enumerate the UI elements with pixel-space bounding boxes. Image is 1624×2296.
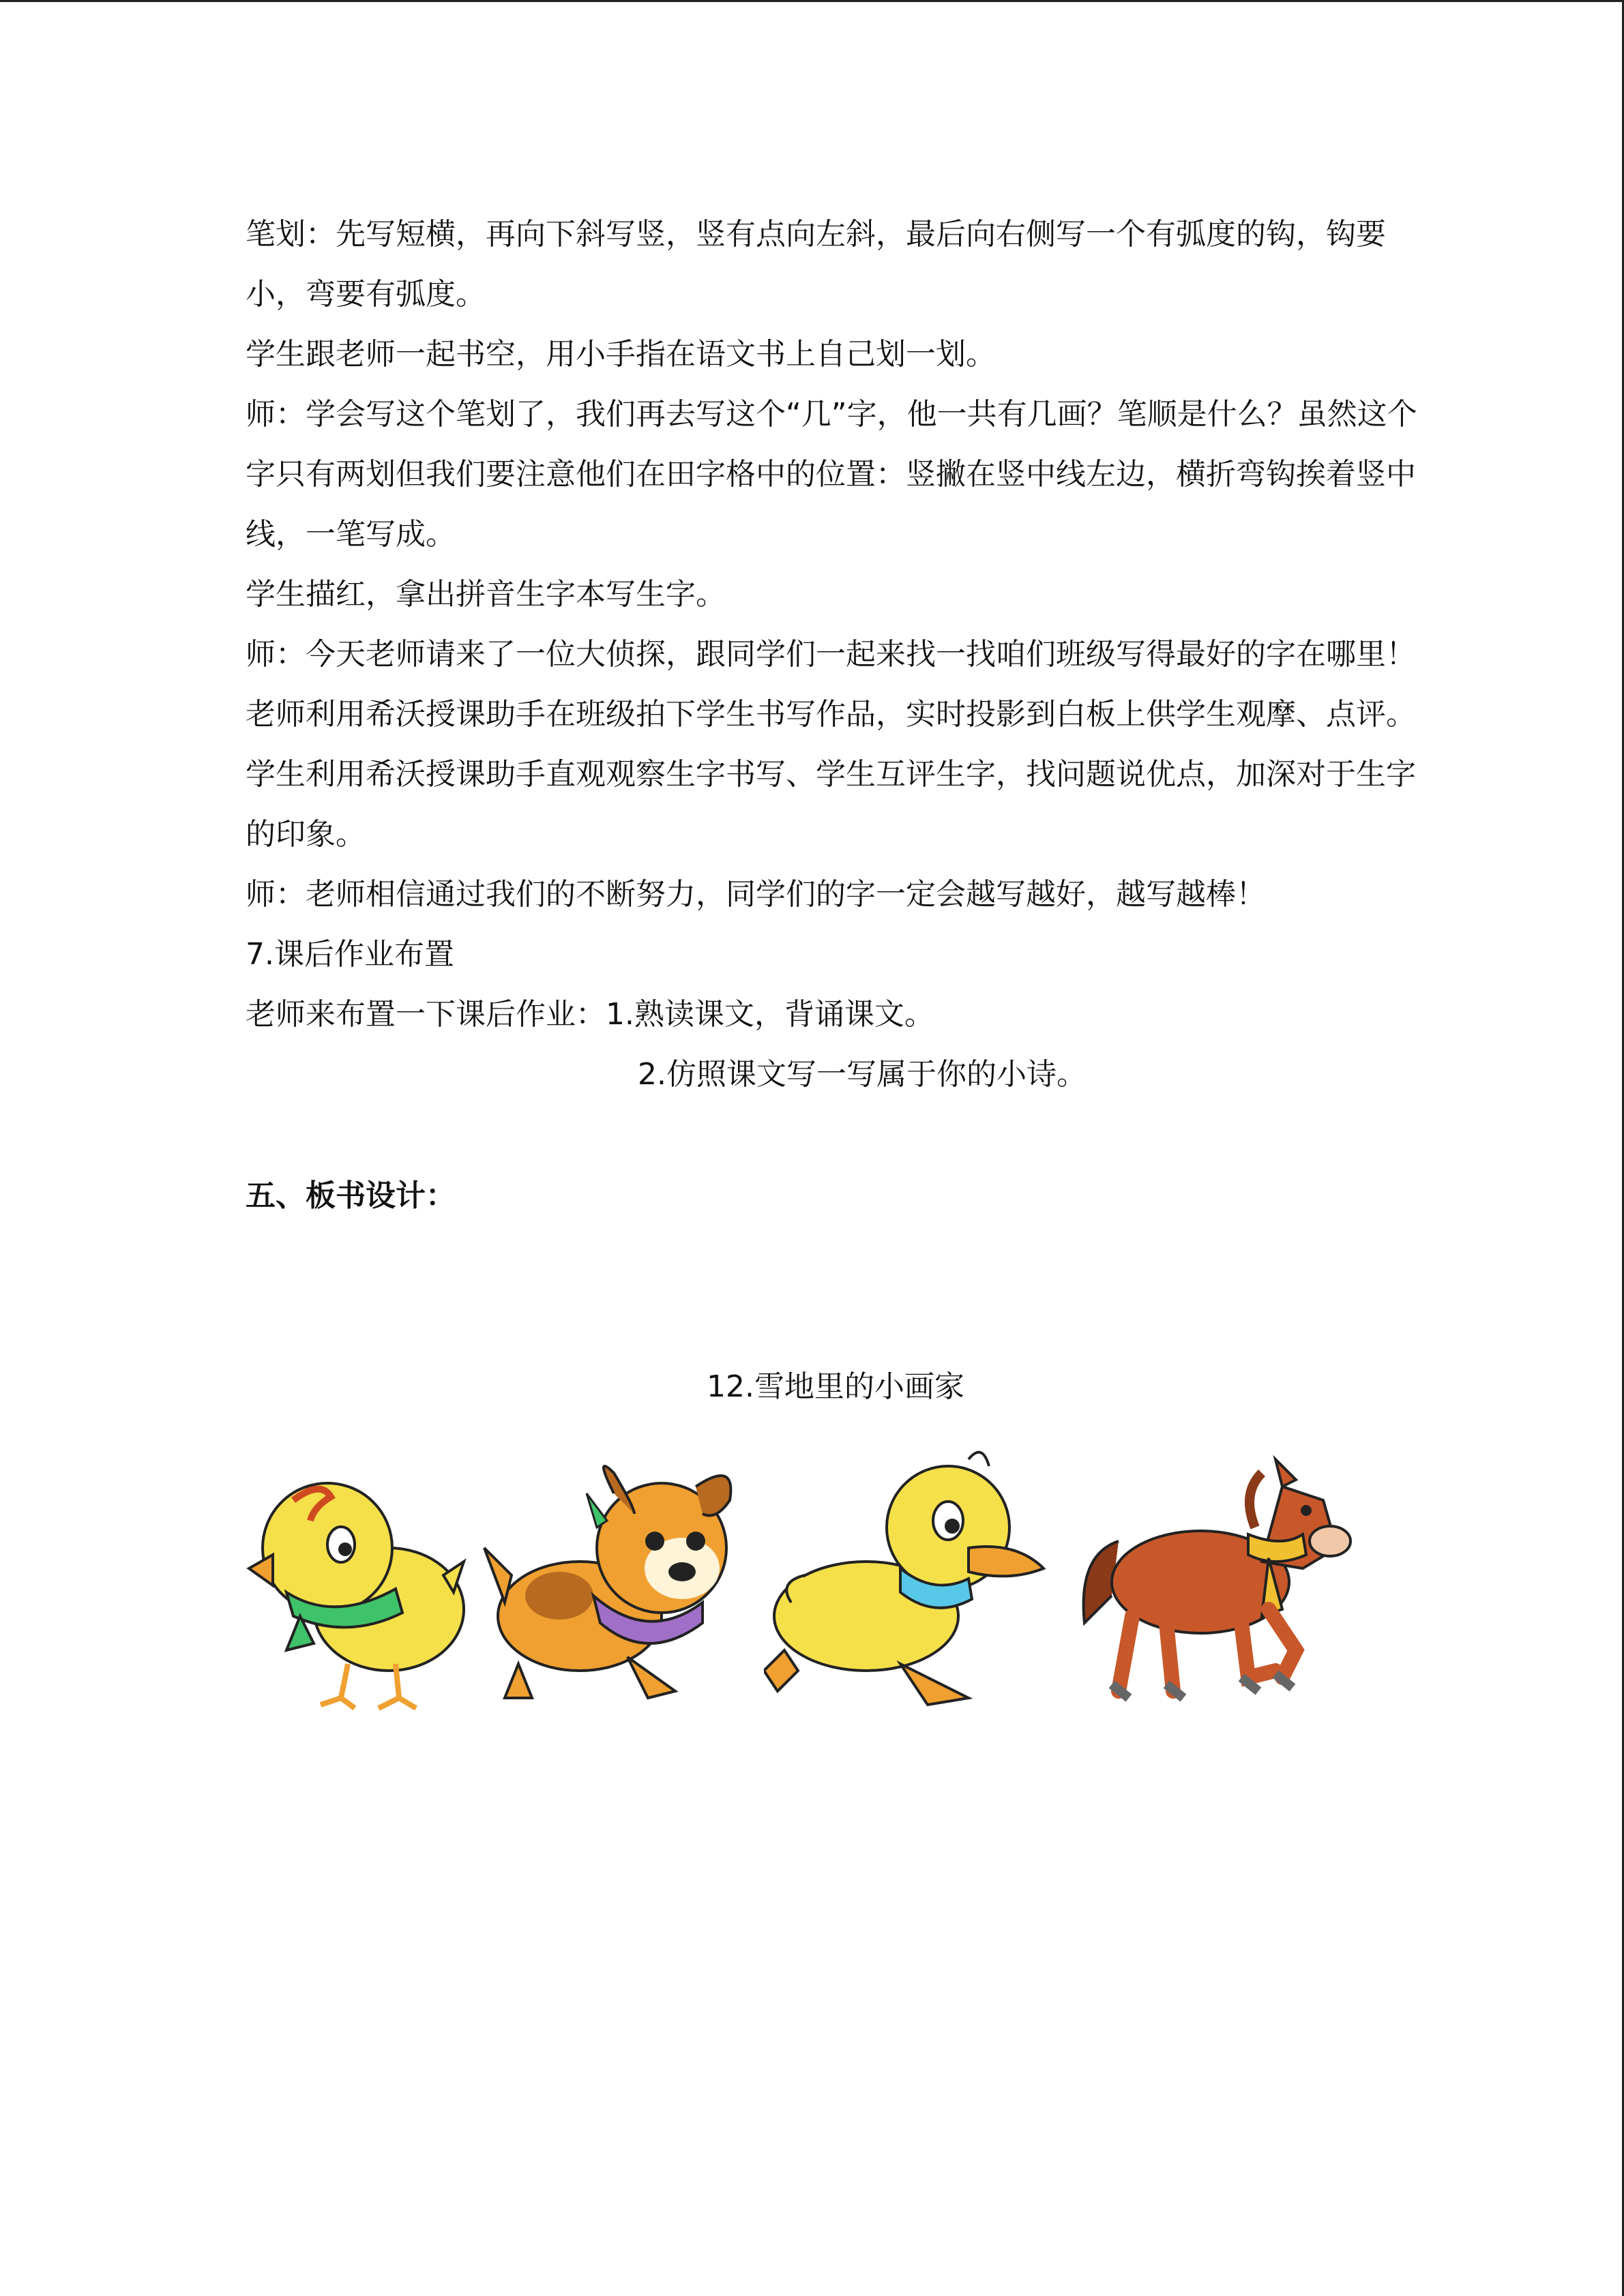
section-heading: 五、板书设计： bbox=[246, 1178, 456, 1213]
chick-illustration bbox=[246, 1446, 471, 1718]
homework-heading: 7.课后作业布置 bbox=[246, 937, 454, 972]
paragraph-teacher-ji: 师：学会写这个笔划了，我们再去写这个“几”字，他一共有几画？笔顺是什么？虽然这个字只有两划但我们要注意他们在田字格中的位置：竖撇在竖中线左边，横折弯钩挨着竖中线，一笔写成。 bbox=[246, 397, 1417, 552]
paragraph-air-writing: 学生跟老师一起书空，用小手指在语文书上自己划一划。 bbox=[246, 337, 996, 372]
paragraph-encouragement: 师：老师相信通过我们的不断努力，同学们的字一定会越写越好，越写越棒！ bbox=[246, 877, 1266, 912]
homework-item-2: 2.仿照课文写一写属于你的小诗。 bbox=[638, 1057, 1087, 1092]
homework-item-1: 老师来布置一下课后作业：1.熟读课文，背诵课文。 bbox=[246, 997, 934, 1032]
duckling-illustration bbox=[764, 1446, 1050, 1718]
page-edge-top bbox=[0, 0, 1624, 2]
paragraph-tracing: 学生描红，拿出拼音生字本写生字。 bbox=[246, 577, 726, 612]
document-body bbox=[246, 205, 1426, 1226]
animal-illustrations bbox=[246, 1446, 1426, 1718]
paragraph-peer-review: 学生利用希沃授课助手直观观察生字书写、学生互评生字，找问题说优点，加深对于生字的印象。 bbox=[246, 757, 1416, 852]
board-title: 12.雪地里的小画家 bbox=[707, 1369, 964, 1404]
paragraph-detective: 师：今天老师请来了一位大侦探，跟同学们一起来找一找咱们班级写得最好的字在哪里！老师利用希沃授课助手在班级拍下学生书写作品，实时投影到白板上供学生观摩、点评。 bbox=[246, 637, 1416, 732]
spacer bbox=[246, 1105, 1426, 1166]
puppy-illustration bbox=[477, 1446, 750, 1718]
paragraph-stroke: 笔划：先写短横，再向下斜写竖，竖有点向左斜，最后向右侧写一个有弧度的钩，钩要小，弯要有弧度。 bbox=[246, 217, 1386, 312]
horse-illustration bbox=[1078, 1446, 1364, 1718]
